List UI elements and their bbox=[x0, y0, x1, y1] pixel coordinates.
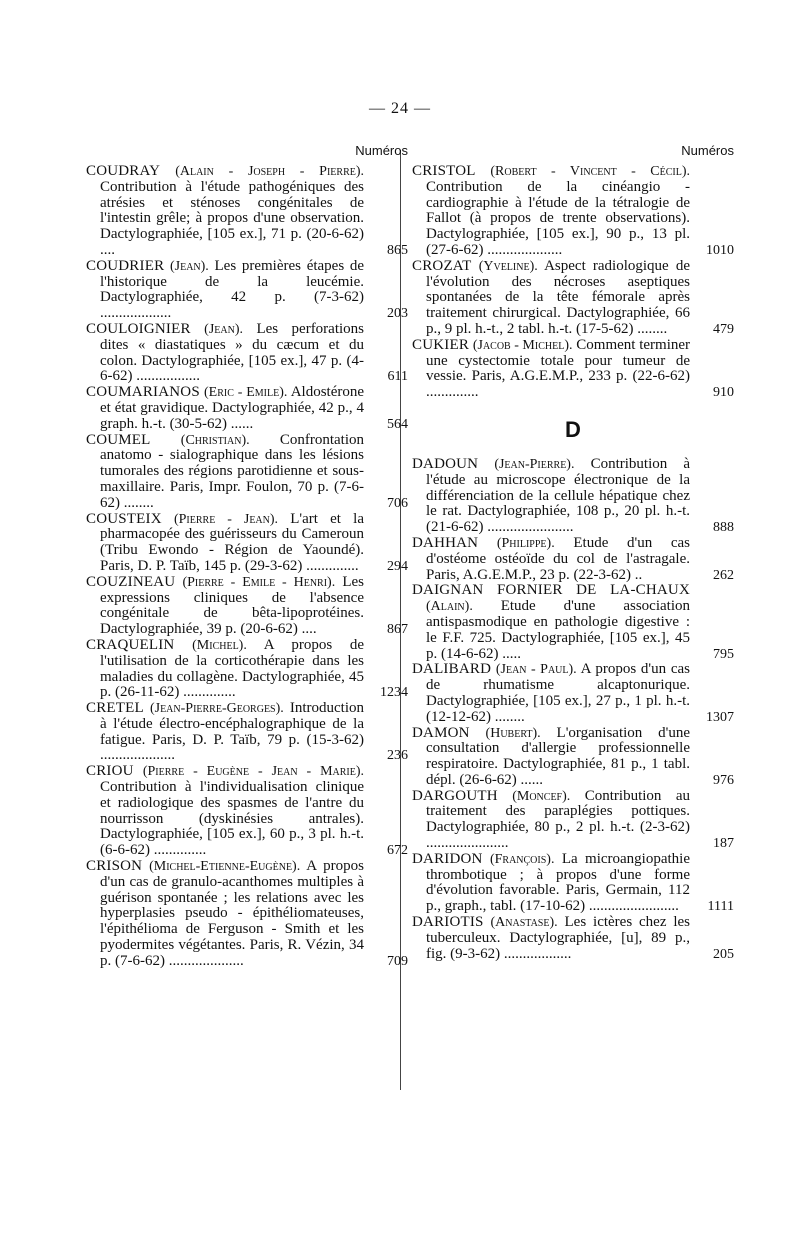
entry-number: 672 bbox=[387, 843, 408, 859]
author-surname: DARIOTIS bbox=[412, 914, 484, 931]
thesis-description: Contribution à l'individualisation clinique et radiologique des spasmes de l'antre du nourrisson (dyskinésies antrales). Dactylographiée, [105 ex.], 60 p., 3 pl. h.-t. (6-6-62) .............. bbox=[100, 779, 364, 859]
entry-number: 867 bbox=[387, 622, 408, 638]
entry-text bbox=[412, 789, 690, 852]
entry-number: 1111 bbox=[707, 899, 734, 915]
thesis-entry bbox=[412, 457, 734, 536]
author-given-names: (Jean-Pierre-Georges). bbox=[149, 701, 284, 717]
page-number: — 24 — bbox=[369, 100, 431, 117]
thesis-entry bbox=[412, 338, 734, 401]
entry-text bbox=[412, 726, 690, 789]
entry-number: 479 bbox=[713, 321, 734, 337]
entry-number: 910 bbox=[713, 385, 734, 401]
entry-text bbox=[412, 662, 690, 725]
thesis-description: Les perforations dites « diastatiques » du cæcum et du colon. Dactylographiée, [105 ex.], 47 p. (4-6-62) ................. bbox=[100, 320, 365, 385]
entry-text bbox=[86, 575, 364, 638]
author-surname: COUMARIANOS bbox=[86, 384, 200, 401]
author-given-names: (Jean-Pierre). bbox=[494, 456, 575, 472]
entry-number: 205 bbox=[713, 946, 734, 962]
author-given-names: (Alain - Joseph - Pierre). bbox=[175, 164, 365, 179]
entry-number: 294 bbox=[387, 558, 408, 574]
entry-text bbox=[412, 164, 690, 259]
author-given-names: (Eric - Emile). bbox=[204, 385, 288, 401]
author-surname: DARGOUTH bbox=[412, 787, 498, 804]
author-surname: COULOIGNIER bbox=[86, 320, 191, 337]
author-surname: CRISTOL bbox=[412, 163, 476, 179]
author-surname: COUZINEAU bbox=[86, 573, 176, 590]
left-column bbox=[86, 143, 408, 970]
entry-list bbox=[412, 164, 734, 401]
thesis-description: Confrontation anatomo - sialographique dans les lésions tumorales des régions parotidienne et sous-maxillaire. Paris, Impr. Foulon, 70 p. (7-6-62) ........ bbox=[100, 431, 364, 511]
author-surname: COUSTEIX bbox=[86, 510, 162, 527]
entry-text bbox=[86, 764, 364, 859]
author-surname: COUDRIER bbox=[86, 257, 165, 274]
entry-text bbox=[412, 915, 690, 962]
author-given-names: (Michel). bbox=[192, 637, 247, 653]
entry-number: 611 bbox=[387, 369, 408, 385]
thesis-entry bbox=[412, 726, 734, 789]
thesis-description: L'art et la pharmacopée des guérisseurs du Cameroun (Tribu Ewondo - Région de Yaoundé). Paris, D. P. Taïb, 145 p. (29-3-62) .............. bbox=[100, 510, 364, 574]
author-given-names: (François). bbox=[489, 851, 555, 867]
thesis-description: A propos d'un cas de rhumatisme alcaptonurique. Dactylographiée, [105 ex.], 27 p., 1 pl. h.-t. (12-12-62) ........ bbox=[426, 661, 691, 725]
thesis-entry bbox=[412, 852, 734, 915]
thesis-entry bbox=[412, 536, 734, 583]
entry-text bbox=[86, 164, 364, 259]
thesis-entry bbox=[412, 915, 734, 962]
thesis-description: Comment terminer une cystectomie totale pour tumeur de vessie. Paris, A.G.E.M.P., 233 p. (22-6-62) .............. bbox=[426, 336, 691, 401]
author-given-names: (Jean). bbox=[204, 321, 243, 337]
author-surname: DARIDON bbox=[412, 850, 483, 867]
entry-text bbox=[86, 385, 364, 432]
thesis-entry bbox=[86, 764, 408, 859]
thesis-description: Contribution au traitement des paraplégies pottiques. Dactylographiée, 80 p., 2 pl. h.-t. (2-3-62) ...................... bbox=[426, 787, 691, 852]
thesis-description: A propos d'un cas de granulo-acanthomes multiples à guérison spontanée ; les relations avec les hyperplasies pseudo - épithéliomateuses, l'épithélioma de Ferguson - Smith et les pyodermites végétantes. Paris, R. Vézin, 34 p. (7-6-62) .................... bbox=[100, 858, 364, 969]
thesis-entry bbox=[86, 164, 408, 259]
entry-text bbox=[412, 583, 690, 662]
author-surname: DAIGNAN FORNIER DE LA-CHAUX bbox=[412, 582, 690, 599]
author-surname: CUKIER bbox=[412, 336, 470, 353]
author-given-names: (Robert - Vincent - Cécil). bbox=[490, 164, 690, 179]
thesis-description: Les expressions cliniques de l'absence congénitale de bêta-lipoprotéines. Dactylographiée, 39 p. (20-6-62) .... bbox=[100, 573, 365, 638]
thesis-entry bbox=[86, 859, 408, 970]
section-letter: D bbox=[565, 416, 581, 442]
author-given-names: (Jean). bbox=[169, 258, 209, 274]
author-surname: CRISON bbox=[86, 858, 143, 875]
entry-number: 865 bbox=[387, 242, 408, 258]
entry-text bbox=[86, 701, 364, 764]
entry-text bbox=[412, 852, 690, 915]
author-surname: CRETEL bbox=[86, 700, 144, 717]
author-surname: COUMEL bbox=[86, 431, 151, 448]
entry-text bbox=[86, 433, 364, 512]
thesis-entry bbox=[86, 385, 408, 432]
author-given-names: (Moncef). bbox=[512, 788, 571, 804]
thesis-entry bbox=[86, 322, 408, 385]
thesis-description: Aspect radiologique de l'évolution des nécroses aseptiques spontanées de la tête fémorale après traitement chirurgical. Dactylographiée, 66 p., 9 pl. h.-t., 2 tabl. h.-t. (17-5-62) ........ bbox=[426, 257, 690, 337]
thesis-description: Etude d'un cas d'ostéome ostéoïde du col de l'astragale. Paris, A.G.E.M.P., 23 p. (22-3-62) .. bbox=[426, 534, 691, 583]
column-header: Numéros bbox=[355, 143, 408, 158]
author-given-names: (Anastase). bbox=[490, 915, 558, 931]
entry-text bbox=[412, 338, 690, 401]
author-given-names: (Yveline). bbox=[478, 258, 538, 274]
column-header: Numéros bbox=[681, 143, 734, 158]
author-given-names: (Christian). bbox=[180, 432, 250, 448]
author-given-names: (Michel-Etienne-Eugène). bbox=[149, 859, 301, 875]
thesis-entry bbox=[412, 662, 734, 725]
entry-number: 706 bbox=[387, 495, 408, 511]
thesis-description: Les premières étapes de l'historique de la leucémie. Dactylographiée, 42 p. (7-3-62) ................... bbox=[100, 257, 365, 322]
entry-text bbox=[86, 512, 364, 575]
right-column bbox=[412, 143, 734, 962]
entry-number: 1307 bbox=[706, 709, 734, 725]
entry-number: 203 bbox=[387, 306, 408, 322]
thesis-description: Introduction à l'étude électro-encéphalographique de la fatigue. Paris, D. P. Taïb, 79 p. (15-3-62) .................... bbox=[100, 700, 365, 764]
entry-number: 187 bbox=[713, 836, 734, 852]
author-given-names: (Alain). bbox=[426, 599, 473, 615]
author-surname: DAMON bbox=[412, 724, 470, 741]
thesis-entry bbox=[412, 164, 734, 259]
entry-text bbox=[86, 322, 364, 385]
entry-number: 709 bbox=[387, 953, 408, 969]
entry-number: 236 bbox=[387, 748, 408, 764]
thesis-entry bbox=[86, 575, 408, 638]
thesis-description: Contribution de la cinéangio - cardiographie à l'étude de la tétralogie de Fallot (à propos de trente observations). Dactylographiée, [105 ex.], 90 p., 13 pl. (27-6-62) .................... bbox=[426, 178, 690, 258]
thesis-entry bbox=[86, 433, 408, 512]
entry-text bbox=[412, 536, 690, 583]
author-surname: DADOUN bbox=[412, 455, 479, 472]
author-given-names: (Hubert). bbox=[485, 725, 541, 741]
entry-text bbox=[86, 859, 364, 970]
entry-number: 888 bbox=[713, 520, 734, 536]
entry-number: 976 bbox=[713, 772, 734, 788]
author-given-names: (Pierre - Jean). bbox=[173, 511, 279, 527]
thesis-description: Aldostérone et état gravidique. Dactylographiée, 42 p., 4 graph. h.-t. (30-5-62) ...... bbox=[100, 384, 365, 432]
thesis-description: La microangiopathie thrombotique ; à propos d'une forme d'évolution favorable. Paris, Germain, 112 p., graph., tabl. (17-10-62) ........................ bbox=[426, 850, 690, 915]
entry-list bbox=[86, 164, 408, 970]
thesis-description: A propos de l'utilisation de la corticothérapie dans les maladies du collagène. Dactylographiée, 45 p. (26-11-62) .............. bbox=[100, 636, 364, 701]
entry-text bbox=[86, 259, 364, 322]
author-surname: CRIOU bbox=[86, 763, 134, 780]
entry-text bbox=[412, 457, 690, 536]
entry-number: 262 bbox=[713, 567, 734, 583]
entry-number: 1010 bbox=[706, 242, 734, 258]
thesis-description: Contribution à l'étude pathogéniques des atrésies et sténoses congénitales de l'intestin grêle; à propos d'une observation. Dactylographiée, [105 ex.], 71 p. (20-6-62) .... bbox=[100, 178, 364, 258]
author-given-names: (Pierre - Emile - Henri). bbox=[182, 574, 336, 590]
author-given-names: (Philippe). bbox=[496, 535, 555, 551]
author-surname: DALIBARD bbox=[412, 661, 492, 678]
entry-list bbox=[412, 457, 734, 963]
thesis-entry bbox=[86, 512, 408, 575]
author-surname: CRAQUELIN bbox=[86, 636, 175, 653]
author-surname: COUDRAY bbox=[86, 163, 161, 179]
author-given-names: (Jean - Paul). bbox=[495, 662, 577, 678]
thesis-description: Contribution à l'étude au microscope électronique de la différenciation de la cellule hépatique chez le rat. Dactylographiée, 108 p., 20 pl. h.-t. (21-6-62) ....................... bbox=[426, 455, 691, 536]
thesis-description: Etude d'une association antispasmodique en pathologie digestive : le F.F. 725. Dactylographiée, [105 ex.], 45 p. (14-6-62) ..... bbox=[426, 598, 690, 662]
author-given-names: (Jacob - Michel). bbox=[472, 337, 573, 353]
entry-text bbox=[86, 638, 364, 701]
thesis-description: L'organisation d'une consultation d'allergie professionnelle respiratoire. Dactylographiée, 81 p., 1 tabl. dépl. (26-6-62) ...... bbox=[426, 724, 691, 788]
thesis-entry bbox=[86, 259, 408, 322]
thesis-entry bbox=[412, 259, 734, 338]
thesis-entry bbox=[86, 701, 408, 764]
entry-number: 564 bbox=[387, 416, 408, 432]
thesis-entry bbox=[412, 583, 734, 662]
author-given-names: (Pierre - Eugène - Jean - Marie). bbox=[142, 764, 365, 780]
thesis-entry bbox=[412, 789, 734, 852]
thesis-description: Les ictères chez les tuberculeux. Dactylographiée, [u], 89 p., fig. (9-3-62) .................. bbox=[426, 914, 691, 962]
thesis-entry bbox=[86, 638, 408, 701]
entry-number: 795 bbox=[713, 646, 734, 662]
author-surname: DAHHAN bbox=[412, 534, 479, 551]
entry-number: 1234 bbox=[380, 685, 408, 701]
author-surname: CROZAT bbox=[412, 257, 472, 274]
entry-text bbox=[412, 259, 690, 338]
